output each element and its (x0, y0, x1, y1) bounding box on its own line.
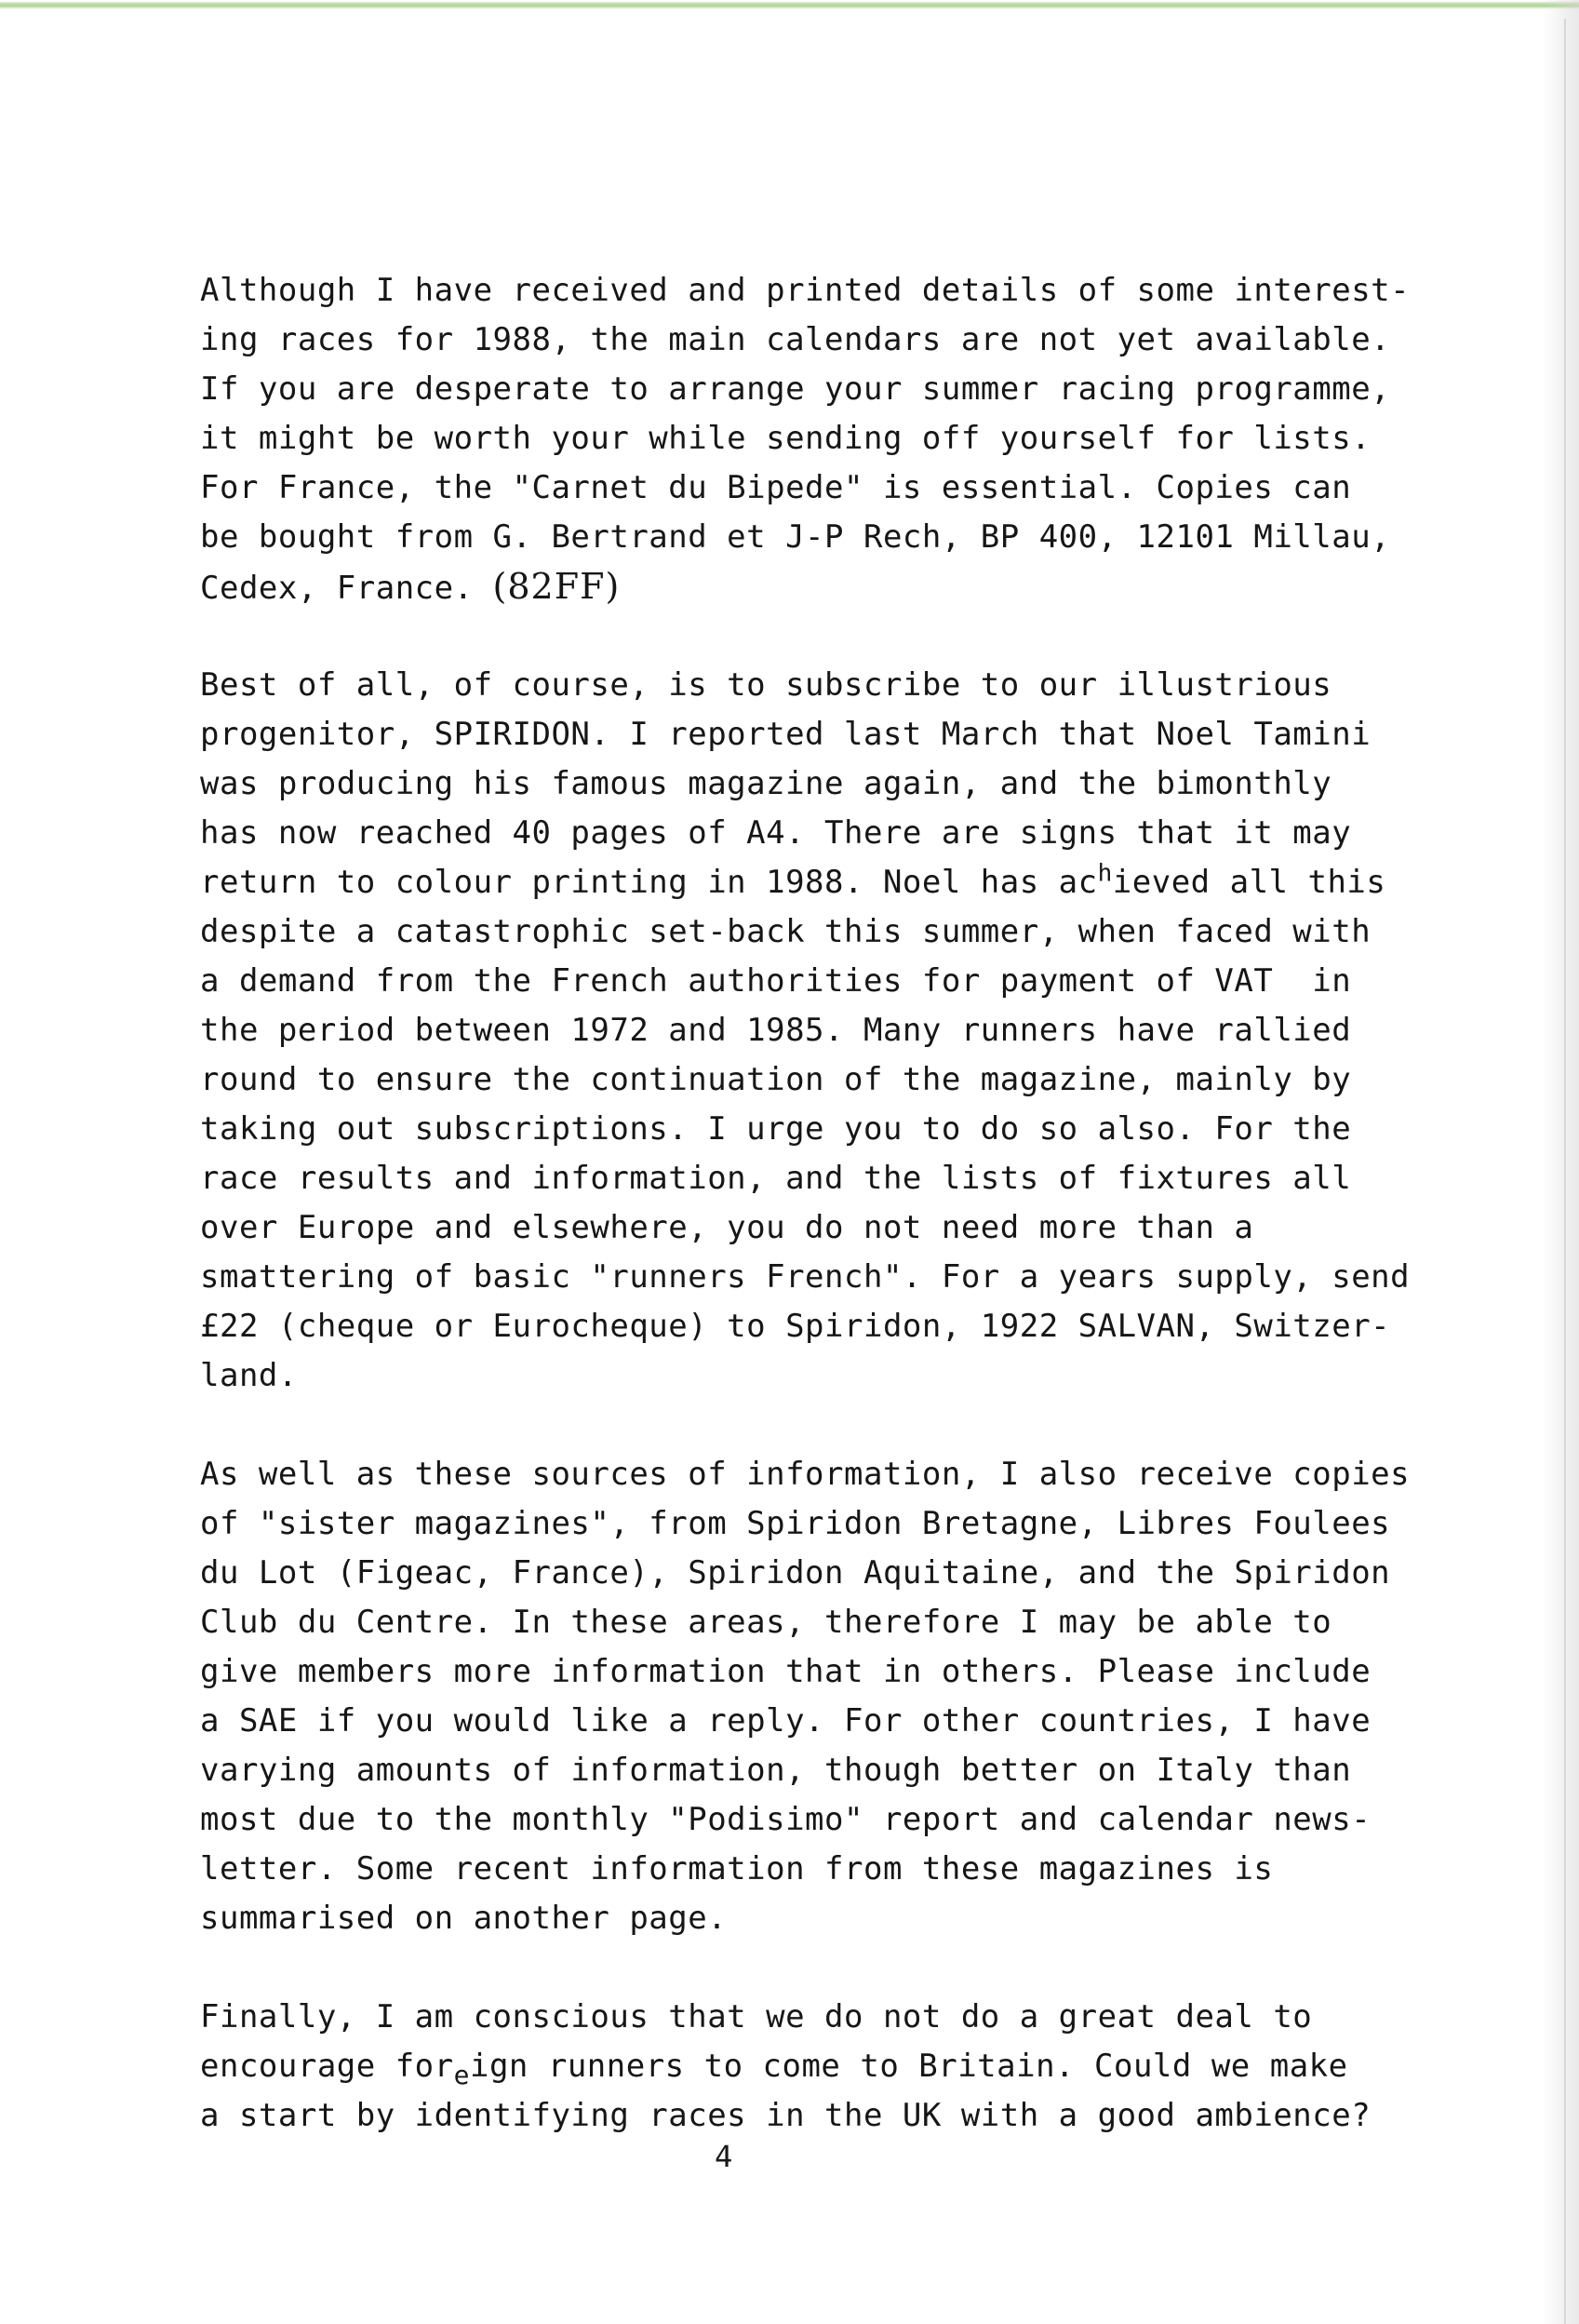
text-line: Although I have received and printed details of some interest- (200, 272, 1411, 309)
text-line: race results and information, and the lists of fixtures all (200, 1160, 1352, 1197)
paragraph-finally (200, 1993, 1438, 2141)
subscript-letter: e (453, 2059, 470, 2090)
text-line: Finally, I am conscious that we do not do a great deal to (200, 1998, 1313, 2035)
text-line: Best of all, of course, is to subscribe to our illustrious (200, 666, 1332, 704)
text-line (200, 858, 1438, 907)
text-line: round to ensure the continuation of the magazine, mainly by (200, 1061, 1352, 1098)
text-line (200, 562, 1438, 611)
text-line: For France, the "Carnet du Bipede" is essential. Copies can (200, 469, 1352, 506)
text-line (200, 2042, 1438, 2091)
text-line: As well as these sources of information, I also receive copies (200, 1456, 1411, 1493)
text-line: be bought from G. Bertrand et J-P Rech, BP 400, 12101 Millau, (200, 518, 1391, 556)
page-number: 4 (715, 2139, 733, 2174)
text-line: taking out subscriptions. I urge you to do so also. For the (200, 1110, 1352, 1148)
paragraph-spiridon (200, 661, 1438, 1401)
text-line: land. (200, 1357, 298, 1394)
text-line: £22 (cheque or Eurocheque) to Spiridon, 1922 SALVAN, Switzer- (200, 1308, 1391, 1345)
page-top-edge (0, 0, 1579, 9)
body-text (200, 266, 1438, 2190)
text-line: smattering of basic "runners French". For a years supply, send (200, 1258, 1411, 1296)
text-line: varying amounts of information, though better on Italy than (200, 1752, 1352, 1789)
text-line: has now reached 40 pages of A4. There are signs that it may (200, 814, 1352, 852)
handwritten-correction: h (1097, 859, 1113, 888)
paragraph-sister-magazines (200, 1450, 1438, 1943)
text-line: summarised on another page. (200, 1900, 728, 1937)
text-line-end: ieved all this (1112, 864, 1386, 901)
text-line: letter. Some recent information from these magazines is (200, 1850, 1274, 1887)
text-line-start: return to colour printing in 1988. Noel has a (200, 864, 1078, 901)
text-line: most due to the monthly "Podisimo" report and calendar news- (200, 1801, 1372, 1838)
text-line: was producing his famous magazine again, and the bimonthly (200, 765, 1332, 802)
text-line-start: Cedex, France. (200, 570, 493, 607)
text-line-end: ign runners to come to Britain. Could we make (469, 2048, 1348, 2085)
text-line: a demand from the French authorities for payment of VAT in (200, 962, 1352, 1000)
text-line: the period between 1972 and 1985. Many runners have rallied (200, 1012, 1352, 1049)
text-line: progenitor, SPIRIDON. I reported last March that Noel Tamini (200, 716, 1372, 753)
text-line: du Lot (Figeac, France), Spiridon Aquitaine, and the Spiridon (200, 1554, 1391, 1592)
struck-character: c (1077, 864, 1098, 901)
text-line: If you are desperate to arrange your summer racing programme, (200, 370, 1391, 408)
text-line-start: encourage for (200, 2048, 454, 2085)
text-line: of "sister magazines", from Spiridon Bretagne, Libres Foulees (200, 1505, 1391, 1542)
text-line: it might be worth your while sending off yourself for lists. (200, 420, 1372, 457)
handwritten-price-note: (82FF) (492, 566, 621, 607)
text-line: give members more information that in others. Please include (200, 1653, 1372, 1690)
text-line: a SAE if you would like a reply. For other countries, I have (200, 1702, 1372, 1740)
text-line: Club du Centre. In these areas, therefore I may be able to (200, 1604, 1332, 1641)
text-line: despite a catastrophic set-back this summer, when faced with (200, 913, 1372, 950)
page-right-edge-line (1564, 19, 1566, 2324)
page-right-edge-shadow (1542, 0, 1579, 2324)
text-line: ing races for 1988, the main calendars are not yet available. (200, 321, 1391, 358)
text-line: over Europe and elsewhere, you do not need more than a (200, 1209, 1254, 1246)
paragraph-calendars (200, 266, 1438, 611)
text-line: a start by identifying races in the UK with a good ambience? (200, 2097, 1372, 2134)
